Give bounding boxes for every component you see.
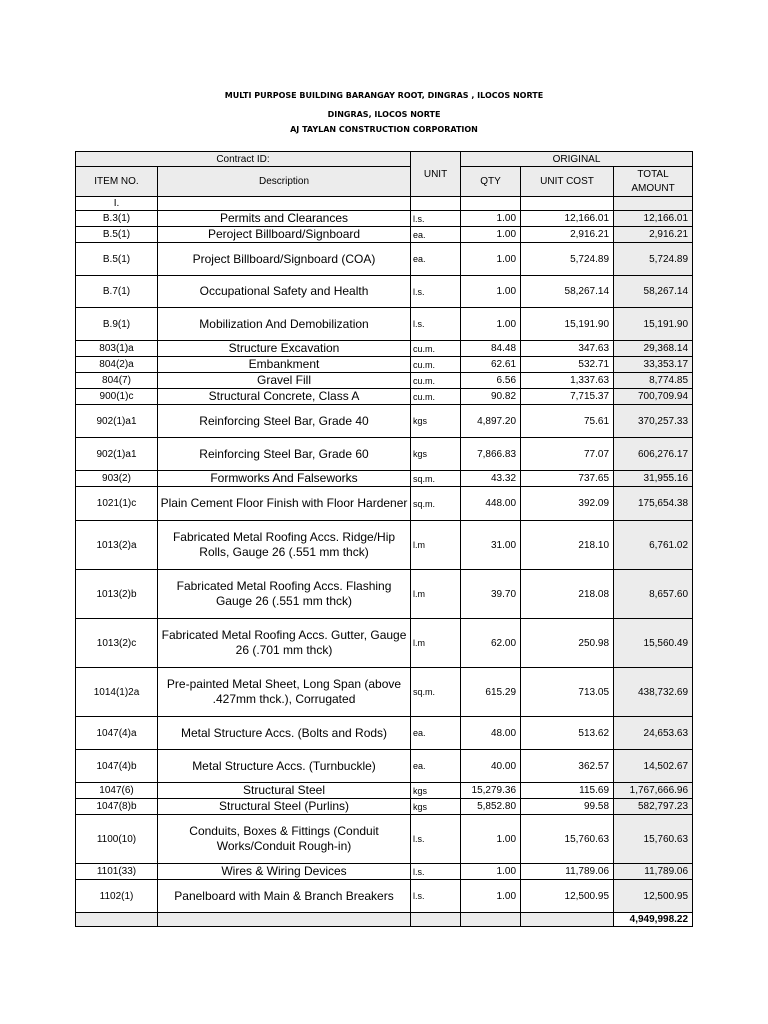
table-row [76, 864, 693, 880]
table-row [76, 570, 693, 619]
item-description: Embankment [158, 357, 411, 373]
item-qty: 90.82 [461, 389, 521, 405]
item-unit: l.s. [411, 880, 461, 913]
item-description: Reinforcing Steel Bar, Grade 40 [158, 405, 411, 438]
item-total-amount: 8,657.60 [614, 570, 693, 619]
item-unit-cost: 2,916.21 [521, 227, 614, 243]
item-number: 1013(2)a [76, 521, 158, 570]
item-unit: l.m [411, 521, 461, 570]
item-unit: cu.m. [411, 373, 461, 389]
section-label: I. [76, 197, 158, 211]
table-row [76, 276, 693, 308]
item-description: Structural Steel [158, 783, 411, 799]
item-total-amount: 33,353.17 [614, 357, 693, 373]
item-number: 900(1)c [76, 389, 158, 405]
item-unit: l.m [411, 570, 461, 619]
item-total-amount: 15,760.63 [614, 815, 693, 864]
item-total-amount: 15,560.49 [614, 619, 693, 668]
item-qty: 4,897.20 [461, 405, 521, 438]
item-description: Structural Steel (Purlins) [158, 799, 411, 815]
item-number: B.5(1) [76, 227, 158, 243]
item-number: 903(2) [76, 471, 158, 487]
contractor-name: AJ TAYLAN CONSTRUCTION CORPORATION [290, 125, 478, 134]
item-unit: ea. [411, 717, 461, 750]
table-row [76, 880, 693, 913]
item-qty: 48.00 [461, 717, 521, 750]
header-row-columns [76, 167, 693, 197]
table-row [76, 717, 693, 750]
table-row [76, 357, 693, 373]
item-qty: 1.00 [461, 227, 521, 243]
item-description: Metal Structure Accs. (Turnbuckle) [158, 750, 411, 783]
item-unit: kgs [411, 438, 461, 471]
table-row [76, 815, 693, 864]
item-qty: 62.00 [461, 619, 521, 668]
item-unit: kgs [411, 783, 461, 799]
item-number: B.3(1) [76, 211, 158, 227]
item-qty: 62.61 [461, 357, 521, 373]
item-unit-cost: 12,166.01 [521, 211, 614, 227]
item-unit-cost: 347.63 [521, 341, 614, 357]
table-row [76, 799, 693, 815]
table-row [76, 373, 693, 389]
item-description: Fabricated Metal Roofing Accs. Flashing Gauge 26 (.551 mm thck) [158, 570, 411, 619]
table-row [76, 243, 693, 276]
item-unit: ea. [411, 750, 461, 783]
table-row [76, 783, 693, 799]
table-row [76, 405, 693, 438]
item-description: Plain Cement Floor Finish with Floor Hardener [158, 487, 411, 521]
item-description: Structure Excavation [158, 341, 411, 357]
document-location: DINGRAS, ILOCOS NORTE [327, 110, 441, 119]
table-row [76, 668, 693, 717]
total-amount-header: TOTAL AMOUNT [614, 167, 693, 197]
item-unit: ea. [411, 227, 461, 243]
item-total-amount: 24,653.63 [614, 717, 693, 750]
item-qty: 5,852.80 [461, 799, 521, 815]
item-total-amount: 12,500.95 [614, 880, 693, 913]
item-unit: sq.m. [411, 487, 461, 521]
item-unit-cost: 1,337.63 [521, 373, 614, 389]
item-unit: cu.m. [411, 389, 461, 405]
item-qty: 84.48 [461, 341, 521, 357]
document-title: MULTI PURPOSE BUILDING BARANGAY ROOT, DINGRAS , ILOCOS NORTE [224, 91, 544, 100]
item-unit: l.s. [411, 308, 461, 341]
item-total-amount: 175,654.38 [614, 487, 693, 521]
item-number: 1047(6) [76, 783, 158, 799]
qty-header: QTY [461, 167, 521, 197]
table-row [76, 471, 693, 487]
item-unit-cost: 15,191.90 [521, 308, 614, 341]
item-total-amount: 8,774.85 [614, 373, 693, 389]
item-unit: kgs [411, 405, 461, 438]
item-total-amount: 14,502.67 [614, 750, 693, 783]
item-unit-cost: 12,500.95 [521, 880, 614, 913]
item-number: B.9(1) [76, 308, 158, 341]
table-row [76, 750, 693, 783]
item-unit: ea. [411, 243, 461, 276]
item-unit: sq.m. [411, 668, 461, 717]
item-unit-cost: 532.71 [521, 357, 614, 373]
item-unit-cost: 99.58 [521, 799, 614, 815]
item-total-amount: 700,709.94 [614, 389, 693, 405]
item-description: Panelboard with Main & Branch Breakers [158, 880, 411, 913]
item-description: Mobilization And Demobilization [158, 308, 411, 341]
section-row [76, 197, 693, 211]
item-total-amount: 31,955.16 [614, 471, 693, 487]
header-row-top [76, 152, 693, 167]
item-number: 804(2)a [76, 357, 158, 373]
item-number: 902(1)a1 [76, 405, 158, 438]
table-row [76, 308, 693, 341]
item-description: Conduits, Boxes & Fittings (Conduit Works/Conduit Rough-in) [158, 815, 411, 864]
item-description: Reinforcing Steel Bar, Grade 60 [158, 438, 411, 471]
item-qty: 31.00 [461, 521, 521, 570]
item-number: 1021(1)c [76, 487, 158, 521]
item-qty: 39.70 [461, 570, 521, 619]
item-unit: kgs [411, 799, 461, 815]
item-number: B.5(1) [76, 243, 158, 276]
item-unit-cost: 218.08 [521, 570, 614, 619]
item-unit-cost: 392.09 [521, 487, 614, 521]
item-description: Peroject Billboard/Signboard [158, 227, 411, 243]
item-total-amount: 2,916.21 [614, 227, 693, 243]
item-number: 1101(33) [76, 864, 158, 880]
item-number: 1047(4)b [76, 750, 158, 783]
item-total-amount: 606,276.17 [614, 438, 693, 471]
item-unit: l.m [411, 619, 461, 668]
item-unit-cost: 15,760.63 [521, 815, 614, 864]
item-description: Fabricated Metal Roofing Accs. Ridge/Hip Rolls, Gauge 26 (.551 mm thck) [158, 521, 411, 570]
item-qty: 6.56 [461, 373, 521, 389]
item-total-amount: 11,789.06 [614, 864, 693, 880]
item-unit-cost: 713.05 [521, 668, 614, 717]
item-qty: 1.00 [461, 276, 521, 308]
item-total-amount: 58,267.14 [614, 276, 693, 308]
item-unit: l.s. [411, 815, 461, 864]
item-unit-cost: 250.98 [521, 619, 614, 668]
item-unit-cost: 115.69 [521, 783, 614, 799]
table-row [76, 211, 693, 227]
table-row [76, 438, 693, 471]
item-unit: cu.m. [411, 341, 461, 357]
original-header: ORIGINAL [461, 152, 693, 167]
item-total-amount: 12,166.01 [614, 211, 693, 227]
item-unit: l.s. [411, 211, 461, 227]
item-qty: 40.00 [461, 750, 521, 783]
item-description: Formworks And Falseworks [158, 471, 411, 487]
table-row [76, 389, 693, 405]
item-unit-cost: 218.10 [521, 521, 614, 570]
item-number: 1014(1)2a [76, 668, 158, 717]
item-number: 1013(2)b [76, 570, 158, 619]
item-number: 1047(4)a [76, 717, 158, 750]
item-qty: 615.29 [461, 668, 521, 717]
item-qty: 1.00 [461, 211, 521, 227]
item-unit: cu.m. [411, 357, 461, 373]
item-unit-cost: 75.61 [521, 405, 614, 438]
item-qty: 7,866.83 [461, 438, 521, 471]
item-unit-cost: 77.07 [521, 438, 614, 471]
unit-header: UNIT [411, 152, 461, 197]
item-qty: 15,279.36 [461, 783, 521, 799]
description-header: Description [158, 167, 411, 197]
item-number: 1013(2)c [76, 619, 158, 668]
table-row [76, 521, 693, 570]
item-description: Gravel Fill [158, 373, 411, 389]
item-qty: 1.00 [461, 815, 521, 864]
item-unit: l.s. [411, 276, 461, 308]
item-unit-cost: 7,715.37 [521, 389, 614, 405]
item-unit-cost: 737.65 [521, 471, 614, 487]
item-qty: 43.32 [461, 471, 521, 487]
item-total-amount: 1,767,666.96 [614, 783, 693, 799]
item-number: B.7(1) [76, 276, 158, 308]
item-number: 1102(1) [76, 880, 158, 913]
item-total-amount: 370,257.33 [614, 405, 693, 438]
item-number: 803(1)a [76, 341, 158, 357]
item-description: Structural Concrete, Class A [158, 389, 411, 405]
item-number: 1100(10) [76, 815, 158, 864]
item-qty: 448.00 [461, 487, 521, 521]
table-row [76, 619, 693, 668]
grand-total: 4,949,998.22 [614, 913, 693, 927]
item-total-amount: 5,724.89 [614, 243, 693, 276]
unit-cost-header: UNIT COST [521, 167, 614, 197]
item-unit-cost: 58,267.14 [521, 276, 614, 308]
item-unit-cost: 513.62 [521, 717, 614, 750]
bill-of-quantities-table [75, 151, 693, 927]
item-description: Permits and Clearances [158, 211, 411, 227]
item-qty: 1.00 [461, 243, 521, 276]
item-no-header: ITEM NO. [76, 167, 158, 197]
contract-id-label: Contract ID: [76, 152, 411, 167]
item-total-amount: 15,191.90 [614, 308, 693, 341]
table-row [76, 227, 693, 243]
item-unit: sq.m. [411, 471, 461, 487]
grand-total-row [76, 913, 693, 927]
item-unit-cost: 11,789.06 [521, 864, 614, 880]
item-description: Occupational Safety and Health [158, 276, 411, 308]
item-qty: 1.00 [461, 308, 521, 341]
item-unit-cost: 362.57 [521, 750, 614, 783]
item-total-amount: 438,732.69 [614, 668, 693, 717]
item-unit: l.s. [411, 864, 461, 880]
item-description: Wires & Wiring Devices [158, 864, 411, 880]
item-total-amount: 582,797.23 [614, 799, 693, 815]
item-number: 1047(8)b [76, 799, 158, 815]
item-unit-cost: 5,724.89 [521, 243, 614, 276]
item-qty: 1.00 [461, 880, 521, 913]
table-row [76, 341, 693, 357]
item-number: 902(1)a1 [76, 438, 158, 471]
item-description: Pre-painted Metal Sheet, Long Span (above .427mm thck.), Corrugated [158, 668, 411, 717]
item-description: Fabricated Metal Roofing Accs. Gutter, Gauge 26 (.701 mm thck) [158, 619, 411, 668]
item-total-amount: 6,761.02 [614, 521, 693, 570]
table-row [76, 487, 693, 521]
item-description: Metal Structure Accs. (Bolts and Rods) [158, 717, 411, 750]
item-total-amount: 29,368.14 [614, 341, 693, 357]
item-number: 804(7) [76, 373, 158, 389]
item-qty: 1.00 [461, 864, 521, 880]
item-description: Project Billboard/Signboard (COA) [158, 243, 411, 276]
